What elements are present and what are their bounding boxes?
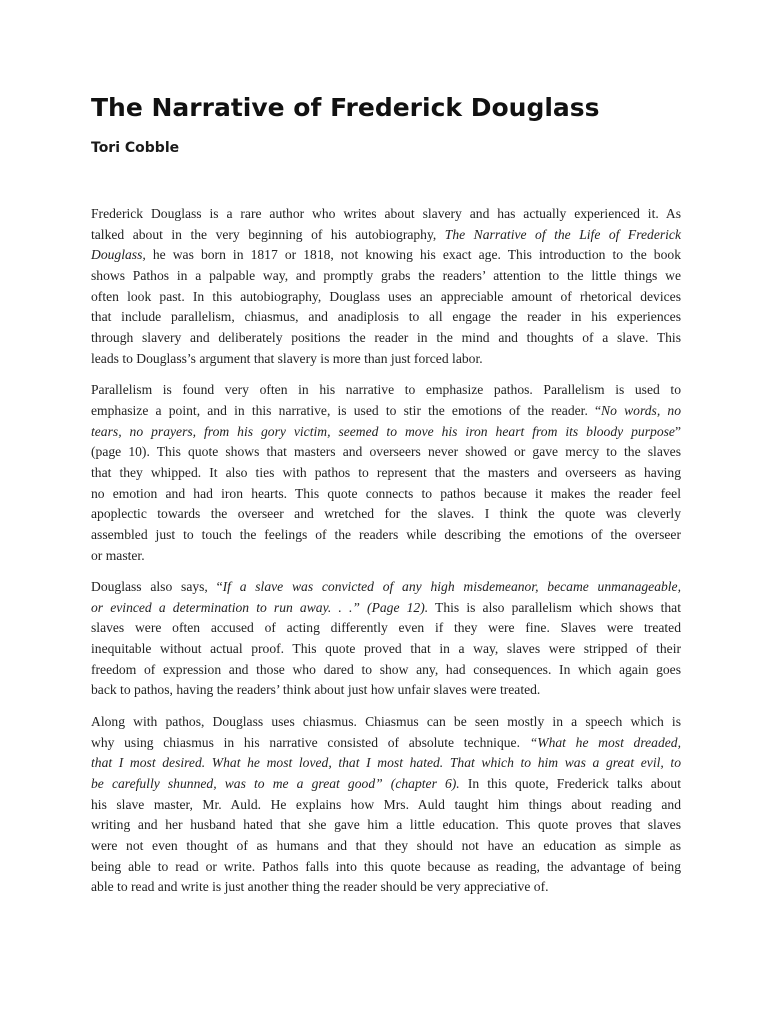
- paragraph-line: [91, 598, 681, 619]
- text-run: through slavery and deliberately positions the reader in the mind and thoughts of a slave. This: [91, 329, 681, 345]
- text-run: or master.: [91, 547, 145, 563]
- essay-paragraph: [91, 577, 681, 701]
- essay-body: [91, 204, 681, 909]
- text-run: Frederick Douglass is a rare author who writes about slavery and has actually experienced it. As: [91, 206, 681, 221]
- essay-paragraph: [91, 380, 681, 566]
- text-run: slaves were often accused of acting differently even if they were fine. Slaves were treated: [91, 620, 681, 636]
- paragraph-line: [91, 753, 681, 774]
- paragraph-line: [91, 795, 681, 816]
- quoted-text: “What he most dreaded,: [529, 734, 681, 750]
- quoted-text: The Narrative of the Life of Frederick: [444, 226, 681, 242]
- text-run: Parallelism is found very often in his narrative to emphasize pathos. Parallelism is used to: [91, 382, 681, 398]
- quoted-text: No words, no: [601, 402, 681, 418]
- text-run: Douglass also says, “: [91, 579, 223, 595]
- text-run: why using chiasmus in his narrative consisted of absolute technique.: [91, 734, 530, 750]
- paragraph-line: [91, 639, 681, 660]
- paragraph-line: [91, 422, 681, 443]
- author-name: Tori Cobble: [91, 140, 180, 156]
- paragraph-line: [91, 401, 681, 422]
- text-run: his slave master, Mr. Auld. He explains how Mrs. Auld taught him things about reading and: [91, 796, 681, 812]
- paragraph-line: [91, 815, 681, 836]
- text-run: writing and her husband hated that she gave him a little education. This quote proves that slaves: [91, 817, 681, 833]
- paragraph-line: [91, 328, 681, 349]
- text-run: that they whipped. It also ties with pathos to represent that the masters and overseers as having: [91, 464, 681, 480]
- paragraph-line: [91, 618, 681, 639]
- essay-paragraph: [91, 712, 681, 898]
- quoted-text: tears, no prayers, from his gory victim, seemed to move his iron heart from its bloody purpose: [91, 423, 675, 439]
- paragraph-line: [91, 836, 681, 857]
- text-run: back to pathos, having the readers’ think about just how unfair slaves were treated.: [91, 682, 541, 698]
- paragraph-line: [91, 546, 681, 567]
- text-run: no emotion and had iron hearts. This quote connects to pathos because it makes the reader feel: [91, 485, 681, 501]
- essay-paragraph: [91, 204, 681, 369]
- text-run: In this quote, Frederick talks about: [459, 776, 681, 792]
- paragraph-line: [91, 680, 681, 701]
- paragraph-line: [91, 225, 681, 246]
- paragraph-line: [91, 774, 681, 795]
- text-run: This is also parallelism which shows that: [428, 599, 681, 615]
- text-run: often look past. In this autobiography, Douglass uses an appreciable amount of rhetorical devices: [91, 288, 681, 304]
- paragraph-line: [91, 349, 681, 370]
- text-run: apoplectic towards the overseer and wretched for the slaves. I think the quote was cleverly: [91, 506, 681, 522]
- text-run: he was born in 1817 or 1818, not knowing his exact age. This introduction to the book: [145, 247, 681, 263]
- paragraph-line: [91, 380, 681, 401]
- paragraph-line: [91, 877, 681, 898]
- paragraph-line: [91, 660, 681, 681]
- text-run: talked about in the very beginning of his autobiography,: [91, 226, 445, 242]
- text-run: were not even thought of as humans and that they should not have an education as simple as: [91, 838, 681, 854]
- paragraph-line: [91, 463, 681, 484]
- text-run: leads to Douglass’s argument that slavery is more than just forced labor.: [91, 350, 483, 366]
- paragraph-line: [91, 504, 681, 525]
- quoted-text: be carefully shunned, was to me a great good” (chapter 6).: [91, 776, 460, 792]
- text-run: assembled just to touch the feelings of the readers while describing the emotions of the overseer: [91, 526, 681, 542]
- paragraph-line: [91, 266, 681, 287]
- quoted-text: If a slave was convicted of any high misdemeanor, became unmanageable,: [222, 579, 681, 595]
- paragraph-line: [91, 525, 681, 546]
- paragraph-line: [91, 484, 681, 505]
- text-run: ”: [674, 423, 681, 439]
- text-run: freedom of expression and those who dared to show any, had consequences. In which again goes: [91, 661, 681, 677]
- text-run: emphasize a point, and in this narrative, is used to stir the emotions of the reader. “: [91, 402, 602, 418]
- text-run: being able to read or write. Pathos falls into this quote because as reading, the advantage of being: [91, 858, 681, 874]
- text-run: able to read and write is just another thing the reader should be very appreciative of.: [91, 879, 549, 895]
- text-run: (page 10). This quote shows that masters and overseers never showed or gave mercy to the slaves: [91, 444, 681, 460]
- paragraph-line: [91, 442, 681, 463]
- paragraph-line: [91, 857, 681, 878]
- text-run: inequitable without actual proof. This quote proved that in a way, slaves were stripped of their: [91, 641, 681, 657]
- paragraph-line: [91, 204, 681, 225]
- text-run: that include parallelism, chiasmus, and anadiplosis to all engage the reader in his experiences: [91, 309, 681, 325]
- paragraph-line: [91, 733, 681, 754]
- paragraph-line: [91, 712, 681, 733]
- quoted-text: Douglass,: [91, 247, 146, 263]
- quoted-text: or evinced a determination to run away. . .” (Page 12).: [91, 599, 429, 615]
- paragraph-line: [91, 577, 681, 598]
- paragraph-line: [91, 307, 681, 328]
- paragraph-line: [91, 245, 681, 266]
- quoted-text: that I most desired. What he most loved, that I most hated. That which to him was a great evil, to: [91, 755, 681, 771]
- document-title: The Narrative of Frederick Douglass: [91, 93, 600, 122]
- paragraph-line: [91, 287, 681, 308]
- text-run: Along with pathos, Douglass uses chiasmus. Chiasmus can be seen mostly in a speech which is: [91, 714, 681, 730]
- text-run: shows Pathos in a palpable way, and promptly grabs the readers’ attention to the little things we: [91, 267, 681, 283]
